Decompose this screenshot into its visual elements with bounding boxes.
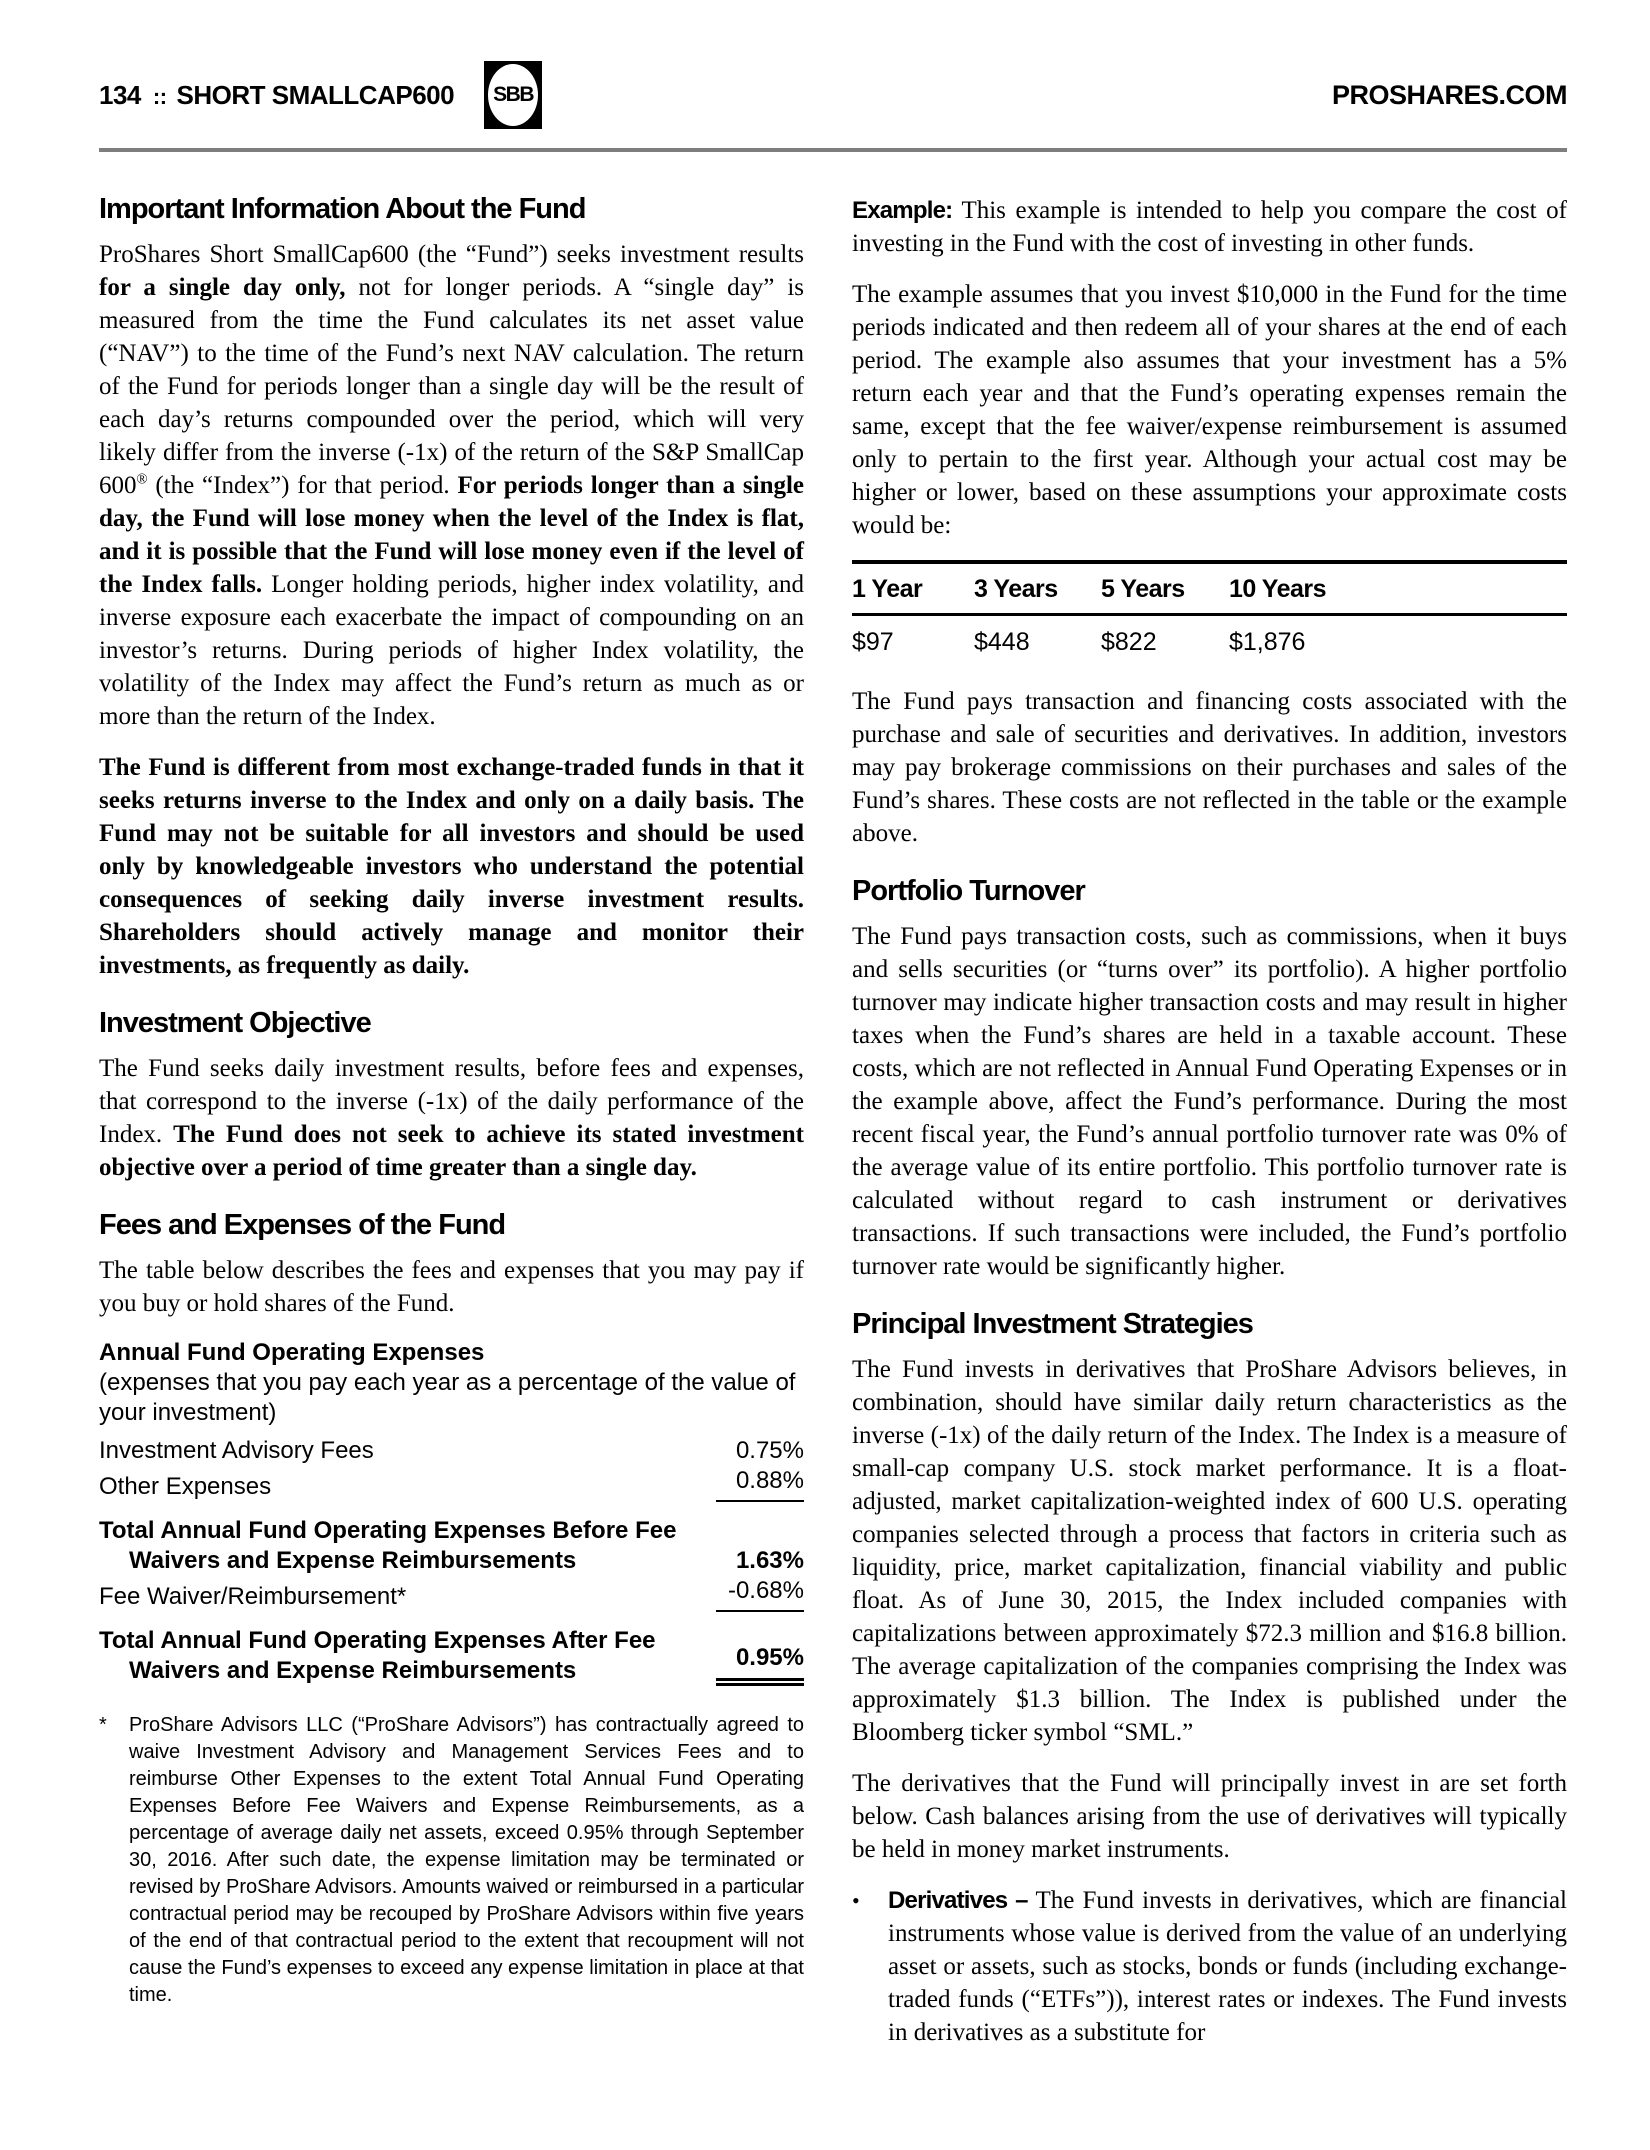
example-cost-table-values [852, 616, 1567, 659]
fee-waiver-footnote [99, 1712, 804, 2009]
right-column [852, 194, 1567, 2049]
col-header-1-year: 1 Year [852, 575, 923, 603]
annual-fund-operating-expenses-table [99, 1338, 804, 1686]
cost-1-year: $97 [852, 628, 894, 656]
fee-row-waiver [99, 1576, 804, 1612]
cost-5-years: $822 [1101, 628, 1157, 656]
page-number: 134 [99, 79, 141, 110]
fee-row-advisory [99, 1436, 804, 1466]
fee-table-title: Annual Fund Operating Expenses [99, 1339, 485, 1366]
fee-value: 1.63% [735, 1547, 804, 1574]
fee-row-total-after [99, 1626, 804, 1686]
fund-name: SHORT SMALLCAP600 [176, 79, 455, 110]
fee-value: 0.95% [716, 1643, 804, 1686]
fee-label: Investment Advisory Fees [99, 1437, 374, 1464]
section-title-important-information: Important Information About the Fund [99, 193, 586, 225]
section-title-investment-objective: Investment Objective [99, 1007, 371, 1039]
fee-label: Total Annual Fund Operating Expenses Before Fee Waivers and Expense Reimbursements [99, 1517, 677, 1574]
fee-label: Fee Waiver/Reimbursement* [99, 1583, 407, 1610]
ticker-badge-oval [488, 64, 538, 126]
page-title [99, 80, 454, 111]
ticker-symbol: SBB [493, 83, 534, 106]
bullet-icon: • [852, 1888, 860, 1913]
paragraph-fees-intro: The table below describes the fees and expenses that you may pay if you buy or hold shares of the Fund. [99, 1257, 804, 1317]
header-rule [99, 148, 1567, 152]
fee-label: Total Annual Fund Operating Expenses After Fee Waivers and Expense Reimbursements [99, 1627, 656, 1684]
paragraph-example-intro: Example: This example is intended to help you compare the cost of investing in the Fund with the cost of investing in other funds. [852, 197, 1567, 257]
paragraph-important-info-2: The Fund is different from most exchange-traded funds in that it seeks returns inverse to the Index and only on a daily basis. The Fund may not be suitable for all investors and should be used only by knowledgeable investors who understand the potential consequences of seeking daily inverse investment results. Shareholders should actively manage and monitor their investments, as frequently as daily. [99, 754, 804, 979]
fee-value: 0.88% [716, 1466, 804, 1502]
derivatives-bullet-text: Derivatives – The Fund invests in derivatives, which are financial instruments whose value is derived from the value of an underlying asset or assets, such as stocks, bonds or funds (including exchange-traded funds (“ETFs”)), interest rates or indexes. The Fund invests in derivatives as a substitute for [888, 1887, 1567, 2046]
section-title-principal-investment-strategies: Principal Investment Strategies [852, 1308, 1253, 1340]
paragraph-important-info-1: ProShares Short SmallCap600 (the “Fund”) seeks investment results for a single day only, not for longer periods. A “single day” is measured from the time the Fund calculates its net asset value (“NAV”) to the time of the Fund’s next NAV calculation. The return of the Fund for periods longer than a single day will be the result of each day’s returns compounded over the period, which will very likely differ from the inverse (-1x) of the return of the S&P SmallCap 600® (the “Index”) for that period. For periods longer than a single day, the Fund will lose money when the level of the Index is flat, and it is possible that the Fund will lose money even if the level of the Index falls. Longer holding periods, higher index volatility, and inverse exposure each exacerbate the impact of compounding on an investor’s returns. During periods of higher Index volatility, the volatility of the Index may affect the Fund’s return as much as or more than the return of the Index. [99, 241, 805, 730]
cost-3-years: $448 [974, 628, 1030, 656]
col-header-10-years: 10 Years [1229, 575, 1327, 603]
page-header [99, 55, 1567, 135]
footnote-marker: * [99, 1714, 107, 1736]
two-column-layout [99, 194, 1567, 2049]
left-column [99, 194, 804, 2049]
paragraph-example-assumptions: The example assumes that you invest $10,000 in the Fund for the time periods indicated and then redeem all of your shares at the end of each period. The example also assumes that your investment has a 5% return each year and that the Fund’s operating expenses remain the same, except that the fee waiver/expense reimbursement is assumed only to pertain to the first year. Although your actual cost may be higher or lower, based on these assumptions your approximate costs would be: [852, 281, 1567, 539]
col-header-5-years: 5 Years [1101, 575, 1185, 603]
fee-table-subtitle: (expenses that you pay each year as a percentage of the value of your investment) [99, 1369, 796, 1426]
paragraph-portfolio-turnover: The Fund pays transaction costs, such as commissions, when it buys and sells securities (or “turns over” its portfolio). A higher portfolio turnover may indicate higher transaction costs and may result in higher taxes when the Fund’s shares are held in a taxable account. These costs, which are not reflected in Annual Fund Operating Expenses or in the example above, affect the Fund’s performance. During the most recent fiscal year, the Fund’s annual portfolio turnover rate was 0% of the average value of its entire portfolio. This portfolio turnover rate is calculated without regard to cash instrument or derivatives transactions. If such transactions were included, the Fund’s portfolio turnover rate would be significantly higher. [852, 923, 1567, 1280]
paragraph-derivatives-intro: The derivatives that the Fund will principally invest in are set forth below. Cash balances arising from the use of derivatives will typically be held in money market instruments. [852, 1770, 1567, 1863]
title-divider: :: [152, 83, 167, 109]
paragraph-investment-objective: The Fund seeks daily investment results, before fees and expenses, that correspond to the inverse (-1x) of the daily performance of the Index. The Fund does not seek to achieve its stated investment objective over a period of time greater than a single day. [99, 1055, 805, 1181]
ticker-badge [484, 61, 542, 129]
paragraph-transaction-costs: The Fund pays transaction and financing costs associated with the purchase and sale of securities and derivatives. In addition, investors may pay brokerage commissions on their purchases and sales of the Fund’s shares. These costs are not reflected in the table or the example above. [852, 688, 1567, 847]
cost-10-years: $1,876 [1229, 628, 1306, 656]
section-title-fees-expenses: Fees and Expenses of the Fund [99, 1209, 506, 1241]
fee-row-other [99, 1466, 804, 1502]
fee-row-total-before [99, 1516, 804, 1576]
example-cost-table-header [852, 564, 1567, 616]
site-label: PROSHARES.COM [1331, 79, 1567, 110]
footnote-text: ProShare Advisors LLC (“ProShare Advisors”) has contractually agreed to waive Investment Advisory and Management Services Fees and to reimburse Other Expenses to the extent Total Annual Fund Operating Expenses Before Fee Waivers and Expense Reimbursements, as a percentage of average daily net assets, exceed 0.95% through September 30, 2016. After such date, the expense limitation may be terminated or revised by ProShare Advisors. Amounts waived or reimbursed in a particular contractual period may be recouped by ProShare Advisors within five years of the end of that contractual period to the extent that recoupment will not cause the Fund’s expenses to exceed any expense limitation in place at that time. [129, 1714, 804, 2006]
derivatives-bullet-item [852, 1884, 1567, 2049]
fee-label: Other Expenses [99, 1473, 272, 1500]
fee-value: 0.75% [735, 1437, 804, 1464]
section-title-portfolio-turnover: Portfolio Turnover [852, 875, 1085, 907]
page-header-left [99, 61, 542, 129]
example-cost-table [852, 560, 1567, 659]
col-header-3-years: 3 Years [974, 575, 1058, 603]
fee-value: -0.68% [716, 1576, 804, 1612]
paragraph-strategies: The Fund invests in derivatives that ProShare Advisors believes, in combination, should have similar daily return characteristics as the inverse (-1x) of the daily return of the Index. The Index is a measure of small-cap company U.S. stock market performance. It is a float-adjusted, market capitalization-weighted index of 600 U.S. operating companies selected through a process that factors in criteria such as liquidity, price, market capitalization, financial viability and public float. As of June 30, 2015, the Index included companies with capitalizations between approximately $72.3 million and $16.8 billion. The average capitalization of the companies comprising the Index was approximately $1.3 billion. The Index is published under the Bloomberg ticker symbol “SML.” [852, 1356, 1567, 1746]
